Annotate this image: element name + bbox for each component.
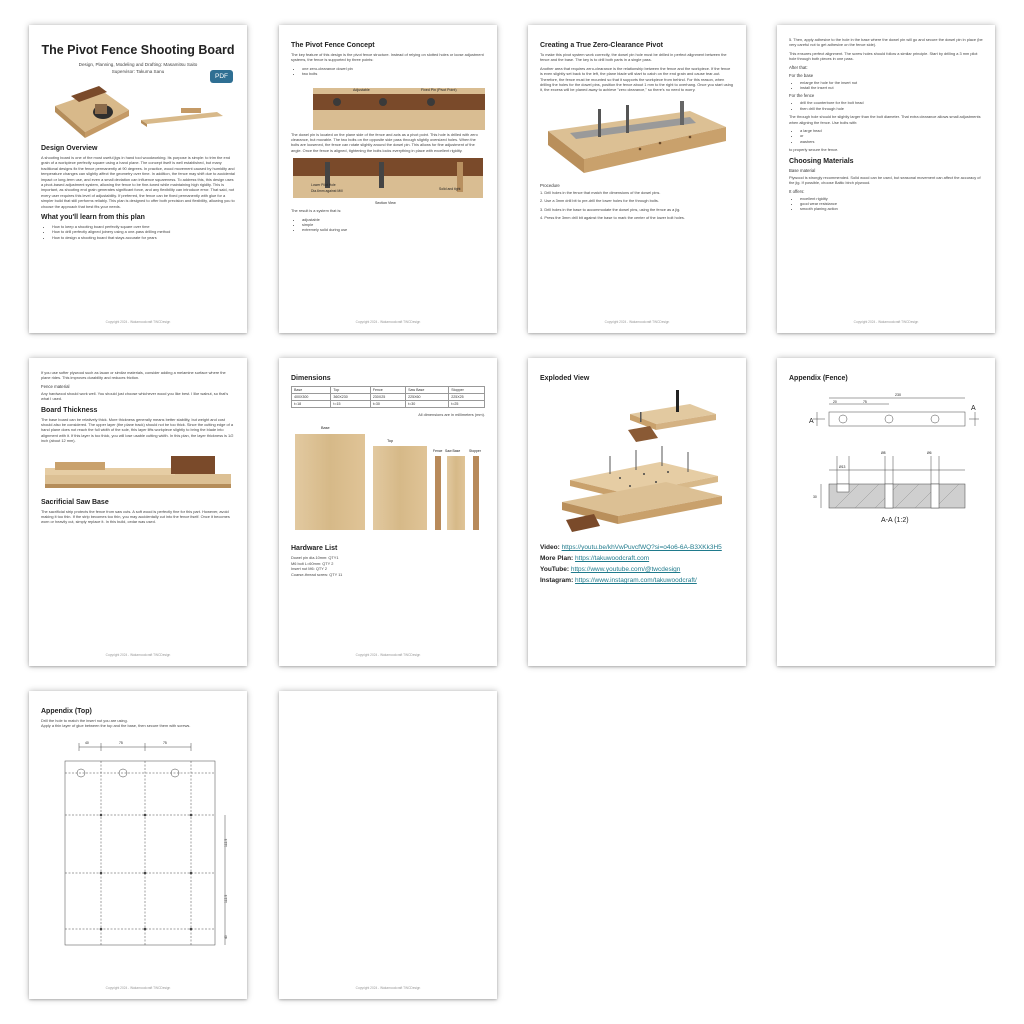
table-header: Top [331,387,370,394]
hole-8-label: Ø8 [881,451,886,455]
learn-heading: What you'll learn from this plan [41,214,145,222]
fence-material-label: Fence material [41,383,70,389]
list-item: • two bolts [302,71,485,76]
plan-page-6[interactable] [279,358,497,666]
fence-steps-list [789,100,983,111]
procedure-step: 1. Drill holes in the fence that match the dimensions of the dowel pins. [540,189,661,195]
list-item: • smooth planing action [800,206,983,211]
section-heading: Exploded View [540,375,590,382]
page-title: The Pivot Fence Shooting Board [41,43,235,57]
label-stopper: Stopper [469,449,481,454]
section-marker-left: A [809,418,814,425]
materials-heading: Choosing Materials [789,157,854,165]
page-footer: Copyright 2024 - Wakamoodcraft TWCDesign [355,320,421,324]
label-dia: Dia.6mm against Mill [311,189,343,194]
page-footer: Copyright 2024 - Wakamoodcraft TWCDesign [355,986,421,990]
video-link[interactable]: https://youtu.be/khVwPuvcfWQ?si=o4o6-6A-B3XKk3H5 [561,544,722,551]
dimensions-table [291,386,485,408]
concept-intro: The key feature of this design is the pivot fence structure. Instead of relying on slotted holes or loose adjustment systems, the fence is supported by three points: [291,52,484,63]
shooting-board-photo [41,78,235,140]
drilling-photo [540,97,734,179]
table-cell: t=30 [406,401,449,408]
fence-drawing [789,386,983,536]
base-material-text: Plywood is strongly recommended. Solid wood can be used, but seasonal movement can affect the accuracy of the jig. If possible, choose Baltic birch plywood. [789,174,981,186]
table-row [292,387,485,394]
section-heading: Appendix (Top) [41,708,92,715]
list-item: • or [800,133,983,138]
table-header: Base [292,387,331,394]
label-fixed-pin: Fixed Pin (Pivot Point) [421,87,457,92]
list-item: • drill the counterbore for the bolt head [800,100,983,105]
list-item: • How to drill perfectly aligned joinery using a one-pass drilling method [52,229,235,234]
exploded-view-diagram [540,386,734,536]
points-list [291,66,485,77]
dim-total: 230 [895,393,901,397]
table-header: Saw Base [406,387,449,394]
list-item: • enlarge the hole for the insert nut [800,80,983,85]
sacrificial-heading: Sacrificial Saw Base [41,498,109,506]
table-cell: t=30 [370,401,405,408]
video-label: Video: [540,544,560,551]
list-item: • excellent rigidity [800,196,983,201]
section-heading: Creating a True Zero-Clearance Pivot [540,42,663,49]
pdf-badge[interactable]: PDF [210,70,233,83]
through-hole-text: The through hole should be slightly larger than the bolt diameter. That extra clearance allows small adjustments when aligning the fence. Use bolts with: [789,114,981,125]
result-intro: The result is a system that is: [291,208,342,214]
table-row [292,394,485,401]
section-heading: Dimensions [291,375,331,382]
top-instruction-2: Apply a thin layer of glue between the top and the base, then secure them with screws. [41,723,191,729]
offers-label: It offers: [789,188,805,194]
youtube-label: YouTube: [540,566,570,573]
base-steps-list [789,80,983,91]
table-header: Fence [370,387,405,394]
instagram-link[interactable]: https://www.instagram.com/takuwoodcraft/ [575,577,697,584]
concept-body: The dowel pin is located on the plane side of the fence and acts as a pivot point. This hole is drilled with zero clearance, but movable. The two bolts on the opposite side pass through slightly oversized holes. When the bolts are loosened, the fence can rotate slightly around the dowel pin. This allows for fine adjustment of the angle. Once the fence is aligned, tightening the bolts locks everything in place with excellent rigidity. [291,131,478,153]
for-fence-label: For the fence [789,93,815,99]
list-item: • How to design a shooting board that stays accurate for years [52,235,235,240]
fence-top-photo [291,80,485,130]
learn-list [41,224,235,240]
credit-design: Design, Planning, Modeling and Drafting: Masamitsu Saito [78,62,198,67]
dim-75-a: 75 [119,740,123,745]
parts-diagram [291,420,485,540]
plan-page-10[interactable] [279,691,497,999]
hardware-item: M6 bolt L=60mm: QTY 2 [291,560,334,566]
procedure-step: 4. Press the 3mm drill bit against the base to mark the center of the lower bolt holes. [540,215,685,221]
page-footer: Copyright 2024 - Wakamoodcraft TWCDesign [105,986,171,990]
table-row [292,401,485,408]
plan-page-1[interactable] [29,25,247,333]
procedure-step: 2. Use a 3mm drill bit to pre-drill the lower holes for the through bolts. [540,198,659,204]
table-cell: t=18 [292,401,331,408]
section-label: A-A (1:2) [881,517,909,524]
plan-page-2[interactable] [279,25,497,333]
plan-page-8[interactable] [777,358,995,666]
for-base-label: For the base [789,72,814,78]
list-item: • How to keep a shooting board perfectly square over time [52,224,235,229]
label-solid: Solid and tight [439,187,461,192]
more-plan-link[interactable]: https://takuwoodcraft.com [575,555,650,562]
top-instruction-1: Drill the hole to match the insert nut you are using. [41,718,128,723]
table-cell: 360X230 [331,394,370,401]
dim-75: 75 [863,400,867,404]
section-heading: The Pivot Fence Concept [291,42,375,49]
top-drawing [41,733,235,953]
plan-page-3[interactable] [528,25,746,333]
table-cell: 230X25 [370,394,405,401]
dim-112-b: 112.5 [224,894,228,903]
dim-20: 20 [833,400,837,404]
procedure-step: 3. Drill holes in the base to accommodate the dowel pins, using the fence as a jig. [540,206,681,212]
secure-text: to properly secure the fence. [789,147,839,153]
section-marker-right: A [971,405,976,412]
plan-page-7[interactable] [528,358,746,666]
label-base: Base [321,426,330,431]
page-footer: Copyright 2024 - Wakamoodcraft TWCDesign [604,320,670,324]
softer-plywood-text: If you use softer plywood such as lauan or similar materials, consider adding a melamine surface where the plane rides. This improves durability and reduces friction. [41,370,226,381]
page-footer: Copyright 2024 - Wakamoodcraft TWCDesign [355,653,421,657]
table-cell: 400X300 [292,394,331,401]
youtube-link[interactable]: https://www.youtube.com/@twcdesign [570,566,681,573]
board-side-photo [41,448,235,494]
units-note: All dimensions are in millimeters (mm). [418,412,485,417]
table-cell: 225X60 [406,394,449,401]
sacrificial-text: The sacrificial strip protects the fence from saw cuts. A soft wood is perfectly fine for this part. However, avoid making it too thin. If the strip becomes too thin, you may accidentally cut into the fence itself. Once it becomes worn or heavily cut, simply replace it. In this build, cedar was used. [41,508,230,525]
table-cell: t=25 [449,401,485,408]
step-5-text: 5. Then, apply adhesive to the hole in the base where the dowel pin will go and secure the dowel pin in place (be very careful not to get adhesive on the fence side). [789,37,983,48]
dim-112-a: 112.5 [224,838,228,847]
list-item: • install the insert nut [800,85,983,90]
thickness-text: The base board can be relatively thick. More thickness generally means better stability, but weight and cost should also be considered. The upper layer (the plane track) should not be too thick. Since the cutting edge of a hand plane does not reach the full width of the sole, this layer lifts workpiece slightly to bring the blade into alignment with it. If this layer is too thick, you will lose usable cutting width. In this plan, the layer thickness is 1/2 inch (about 12 mm). [41,416,234,444]
alignment-text: This ensures perfect alignment. The screw holes should follow a similar principle. Start by drilling a 3 mm pilot hole through both pieces in one pass. [789,50,978,62]
label-top: Top [387,439,394,444]
after-that-label: After that: [789,64,808,70]
hole-13-label: Ø13 [839,465,846,469]
dim-40: 40 [85,740,89,745]
section-view-label: Section View [375,201,396,206]
section-view-photo [291,156,485,206]
hardware-item: Coarse-thread screw: QTY 11 [291,571,343,577]
dim-30: 30 [813,495,817,499]
plan-page-5[interactable] [29,358,247,666]
base-material-label: Base material [789,167,816,173]
list-item: • one zero-clearance dowel pin [302,66,485,71]
page-footer: Copyright 2024 - Wakamoodcraft TWCDesign [853,320,919,324]
fence-material-text: Any hardwood should work well. You should just choose whichever wood you like best. I like walnut, so that's what I used. [41,390,229,402]
thickness-heading: Board Thickness [41,406,98,414]
pivot-para-1: To make this pivot system work correctly, the dowel pin hole must be drilled in perfect alignment between the fence and the base. The key is to drill both parts in a single pass. [540,52,727,63]
table-cell: 225X25 [449,394,485,401]
hole-6-label: Ø6 [927,451,932,455]
list-item: • then drill the through hole [800,106,983,111]
table-header: Stopper [449,387,485,394]
offers-list [789,196,983,212]
links-block [540,542,734,586]
hardware-item: Dowel pin dia.10mm: QTY1 [291,555,339,561]
bolt-options-list [789,128,983,144]
dim-75-b: 75 [163,740,167,745]
pivot-para-2: Another area that requires zero-clearance is the relationship between the fence and the workpiece. If the fence is even slightly set back to the left, the plane blade will start to catch on the end grain and cause tear-out. Therefore, the fence must be mounted so that it supports the workpiece from behind. For this reason, when drilling the holes for the dowel pins, position the fence about 1 mm to the right to overhang. Once you start using it, the excess will be planed away to achieve "zero clearance," so there's no need to worry. [540,65,733,93]
page-footer: Copyright 2024 - Wakamoodcraft TWCDesign [105,320,171,324]
plan-page-9[interactable] [29,691,247,999]
hardware-heading: Hardware List [291,545,338,553]
label-adjustable: Adjustable [353,87,370,92]
dim-40-side: 40 [224,935,228,939]
list-item: • simple [302,222,485,227]
label-saw-base: Saw Base [445,449,461,454]
design-overview-text: A shooting board is one of the most useful jigs in hand tool woodworking. Its purpose is simple: to trim the end grain of a workpiece perfectly square using a hand plane. The concept itself is well established, but many traditional designs fix the fence permanently at 90 degrees. In practice, wood movement caused by humidity and temperature changes can slightly affect the geometry over time. In addition, the fence may shift due to accidental impact or long-term use, and even a small deviation can influence squareness. To address this, this design uses a pivot-based adjustment system, allowing the fence to be fine-tuned while maintaining high rigidity. This is important, as shooting end grain generates significant force, and any flexibility can introduce error. That said, not every user requires this level of adjustability. If preferred, the fence can be fixed permanently with glue for a simpler build that still performs reliably. This plan is designed to offer both precision and flexibility, allowing you to choose the approach that best fits your needs. [41,155,235,209]
more-plan-label: More Plan: [540,555,574,562]
list-item: • extremely solid during use [302,227,485,232]
list-item: • adjustable [302,217,485,222]
list-item: • good wear resistance [800,201,983,206]
list-item: • washers [800,139,983,144]
label-lower-pilot: Lower Pilot Hole [311,183,336,188]
hardware-item: Insert nut M6: QTY 2 [291,566,328,572]
label-fence: Fence [433,449,443,454]
result-list [291,217,485,233]
instagram-label: Instagram: [540,577,574,584]
table-cell: t=15 [331,401,370,408]
page-footer: Copyright 2024 - Wakamoodcraft TWCDesign [105,653,171,657]
credit-supervisor: Supervisor: Takuma Sanu [111,69,165,74]
design-overview-heading: Design Overview [41,145,98,152]
list-item: • a large head [800,128,983,133]
plan-page-4[interactable] [777,25,995,333]
procedure-label: Procedure [540,182,560,188]
section-heading: Appendix (Fence) [789,375,848,382]
